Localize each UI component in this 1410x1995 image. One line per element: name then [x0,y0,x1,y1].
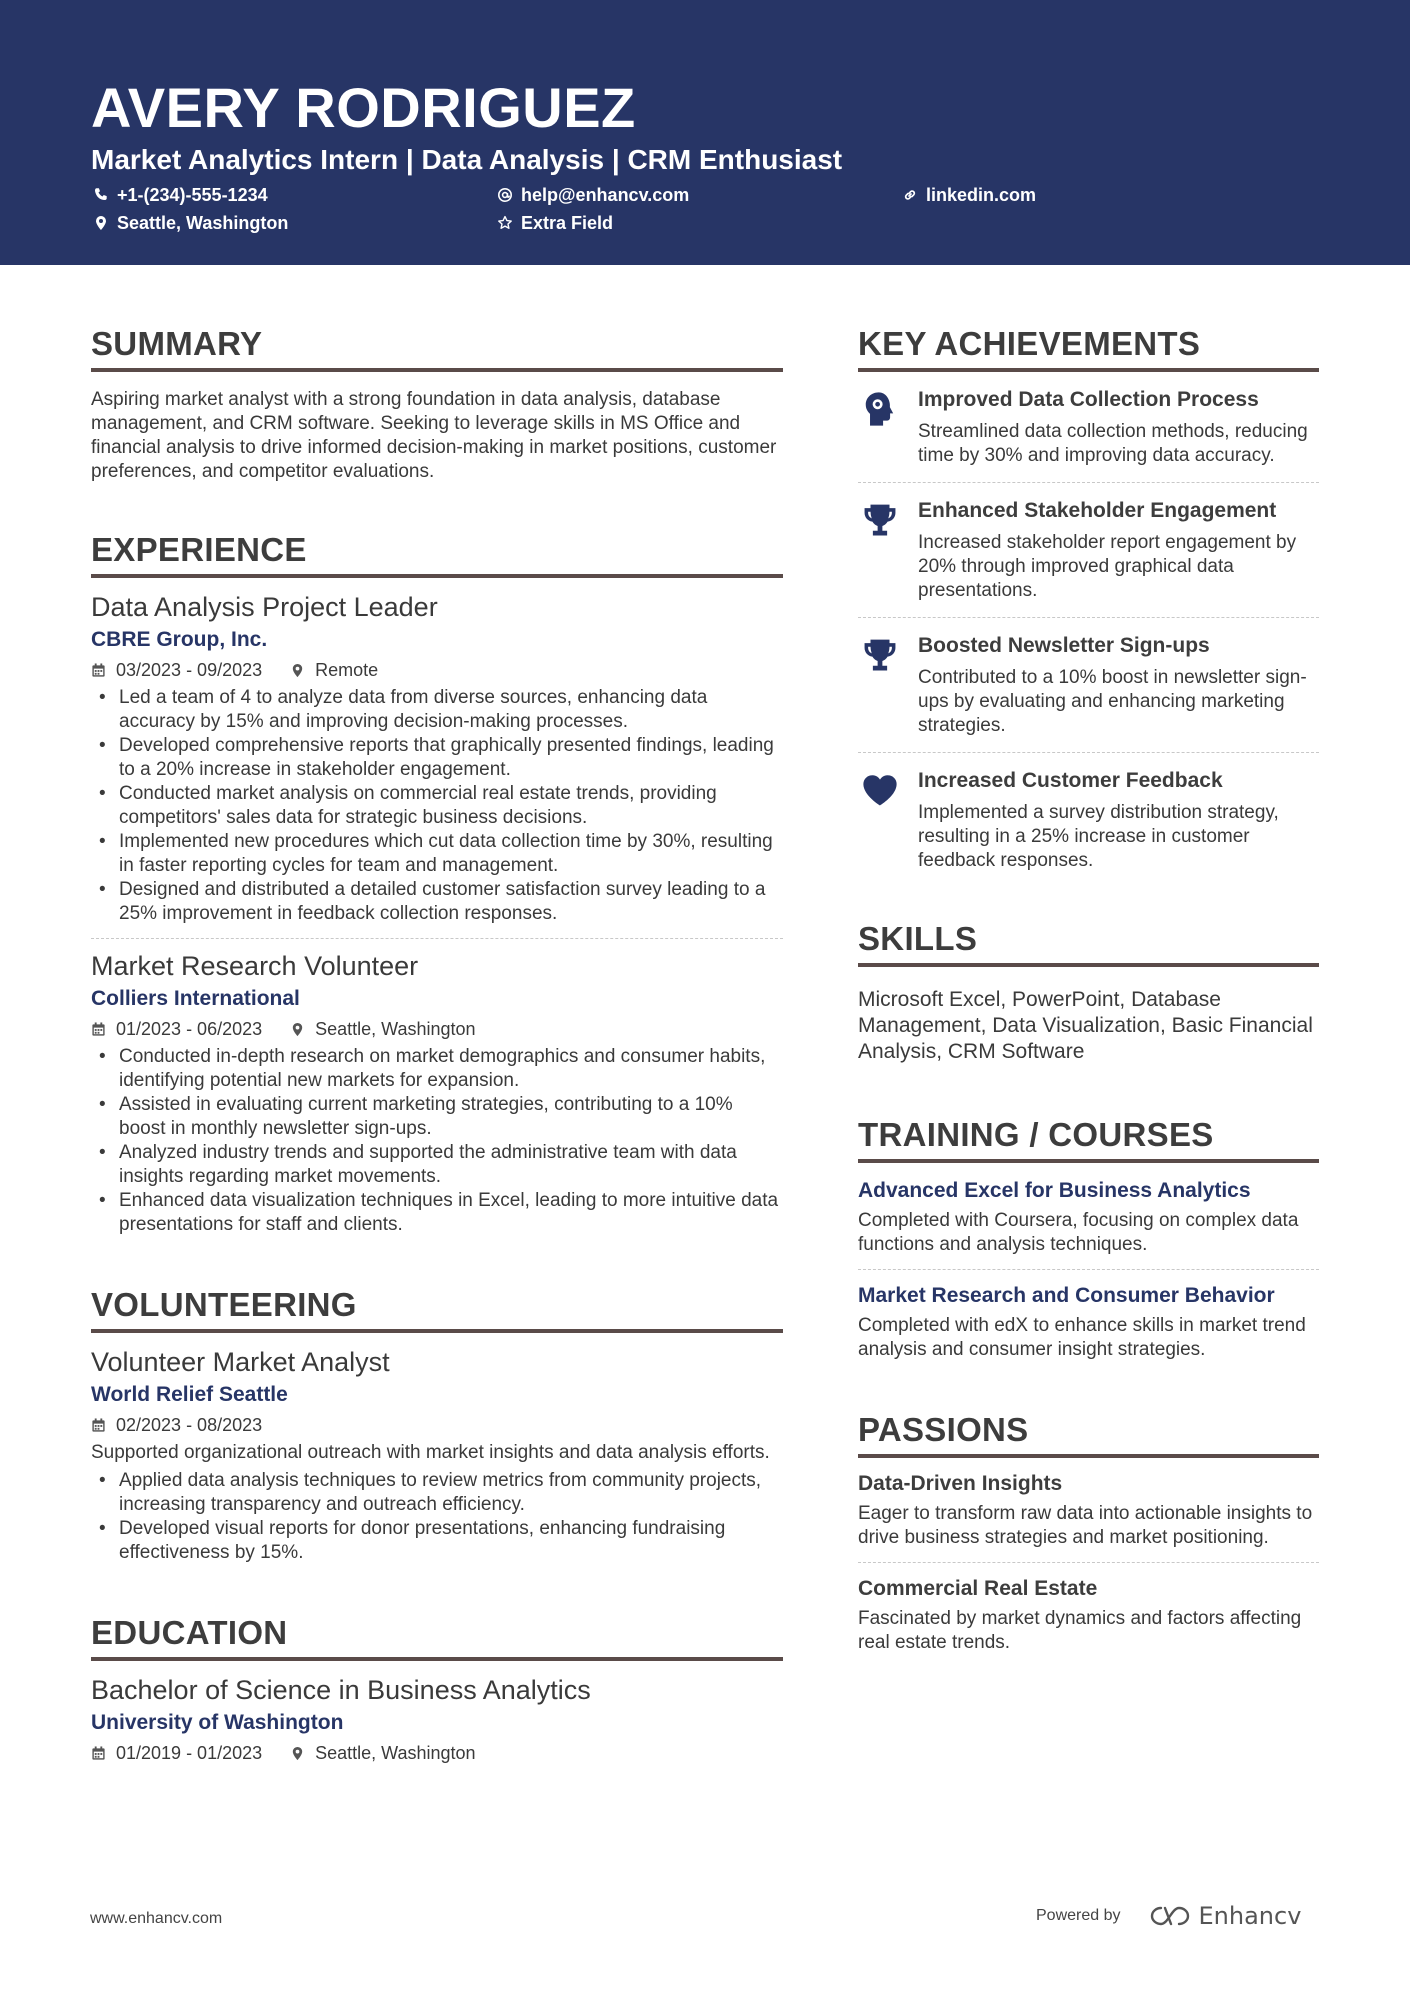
candidate-tagline: Market Analytics Intern | Data Analysis | CRM Enthusiast [91,144,843,175]
map-pin-icon [93,215,109,231]
course-item [858,1177,1319,1257]
company-name: CBRE Group, Inc. [91,628,268,651]
map-pin-icon [290,1746,305,1761]
bullet-item: • Designed and distributed a detailed customer satisfaction survey leading to a 25% improvement in feedback collection responses. [91,878,783,926]
volunteer-org: World Relief Seattle [91,1383,288,1406]
job-dates: 01/2023 - 06/2023 [116,1019,263,1039]
map-pin-icon [290,663,305,678]
bullet-item: • Implemented new procedures which cut data collection time by 30%, resulting in faster reporting cycles for team and management. [91,830,783,878]
skills-text: Microsoft Excel, PowerPoint, Database Management, Data Visualization, Basic Financial Analysis, CRM Software [858,988,1313,1063]
volunteering-entry [91,1345,783,1565]
achievement-text: Implemented a survey distribution strategy, resulting in a 25% increase in customer feedback responses. [918,802,1279,871]
passion-title: Data-Driven Insights [858,1472,1063,1495]
achievement-item [858,632,1319,738]
achievement-title: Improved Data Collection Process [918,388,1259,411]
volunteering-heading: VOLUNTEERING [91,1281,783,1333]
passion-title: Commercial Real Estate [858,1577,1098,1600]
experience-section [91,526,783,1237]
powered-by-label: Powered by [1036,1907,1121,1924]
passion-item [858,1575,1319,1655]
skills-section [858,915,1319,1065]
bullet-item: • Conducted in-depth research on market demographics and consumer habits, identifying potential new markets for expansion. [91,1045,783,1093]
education-section [91,1609,783,1765]
achievement-title: Increased Customer Feedback [918,769,1223,792]
education-heading: EDUCATION [91,1609,783,1661]
star-icon [497,215,513,231]
trophy-icon [861,501,899,539]
job-dates: 03/2023 - 09/2023 [116,660,263,680]
passions-section [858,1406,1319,1655]
entry-divider [858,482,1319,483]
training-heading: TRAINING / COURSES [858,1111,1319,1163]
volunteering-section [91,1281,783,1565]
bullet-item: • Developed comprehensive reports that graphically presented findings, leading to a 20% increase in stakeholder engagement. [91,734,783,782]
job-bullets [91,686,783,926]
bullet-item: • Assisted in evaluating current marketing strategies, contributing to a 10% boost in monthly newsletter sign-ups. [91,1093,783,1141]
link-icon [902,187,918,203]
achievement-text: Contributed to a 10% boost in newsletter sign-ups by evaluating and enhancing marketing strategies. [918,667,1307,736]
trophy-icon [861,636,899,674]
head-idea-icon [861,390,899,428]
contact-phone [93,183,268,207]
resume-header [0,0,1410,265]
course-text: Completed with edX to enhance skills in market trend analysis and consumer insight strategies. [858,1315,1306,1360]
achievements-heading: KEY ACHIEVEMENTS [858,320,1319,372]
company-name: Colliers International [91,987,300,1010]
experience-entry [91,949,783,1237]
achievement-title: Enhanced Stakeholder Engagement [918,499,1277,522]
education-location: Seattle, Washington [315,1743,476,1763]
volunteer-bullets [91,1469,783,1565]
education-entry [91,1673,783,1765]
course-title: Advanced Excel for Business Analytics [858,1179,1251,1202]
volunteer-dates: 02/2023 - 08/2023 [116,1415,263,1435]
email-text: help@enhancv.com [521,185,690,205]
experience-heading: EXPERIENCE [91,526,783,578]
brand-name: Enhancv [1198,1902,1302,1930]
at-sign-icon [497,187,513,203]
entry-divider [91,938,783,939]
achievements-section [858,320,1319,873]
phone-text: +1-(234)-555-1234 [117,185,268,205]
achievement-title: Boosted Newsletter Sign-ups [918,634,1210,657]
volunteer-meta [91,1413,783,1437]
linkedin-text: linkedin.com [926,185,1037,205]
bullet-item: • Analyzed industry trends and supported the administrative team with data insights regarding market movements. [91,1141,783,1189]
job-title: Market Research Volunteer [91,951,419,981]
contact-location [93,211,288,235]
achievement-item [858,497,1319,603]
bullet-item: • Developed visual reports for donor presentations, enhancing fundraising effectiveness by 15%. [91,1517,783,1565]
extra-field-text: Extra Field [521,213,614,233]
job-location: Seattle, Washington [315,1019,476,1039]
calendar-icon [91,1022,106,1037]
passions-heading: PASSIONS [858,1406,1319,1458]
bullet-item: • Applied data analysis techniques to review metrics from community projects, increasing transparency and outreach efficiency. [91,1469,783,1517]
achievement-text: Streamlined data collection methods, reducing time by 30% and improving data accuracy. [918,421,1308,466]
summary-heading: SUMMARY [91,320,783,372]
entry-divider [858,1269,1319,1270]
footer-website[interactable]: www.enhancv.com [90,1910,223,1927]
summary-text: Aspiring market analyst with a strong foundation in data analysis, database management, and CRM software. Seeking to leverage skills in MS Office and financial analysis to drive informed decision-making in market positions, customer preferences, and competitor evaluations. [91,389,777,482]
school-name: University of Washington [91,1711,344,1734]
training-section [858,1111,1319,1362]
brand-logo[interactable] [1147,1902,1302,1930]
footer-branding [1036,1902,1301,1930]
job-bullets [91,1045,783,1237]
volunteer-role: Volunteer Market Analyst [91,1347,390,1377]
achievement-text: Increased stakeholder report engagement by 20% through improved graphical data presentations. [918,532,1297,601]
right-column [858,320,1319,1655]
degree-title: Bachelor of Science in Business Analytics [91,1675,591,1705]
calendar-icon [91,663,106,678]
passion-text: Fascinated by market dynamics and factors affecting real estate trends. [858,1608,1302,1653]
enhancv-logo-icon [1147,1902,1193,1930]
job-location: Remote [315,660,379,680]
course-title: Market Research and Consumer Behavior [858,1284,1275,1307]
education-meta [91,1741,783,1765]
bullet-item: • Conducted market analysis on commercial real estate trends, providing competitors' sales data for strategic business decisions. [91,782,783,830]
bullet-item: • Enhanced data visualization techniques in Excel, leading to more intuitive data presentations for staff and clients. [91,1189,783,1237]
calendar-icon [91,1746,106,1761]
course-text: Completed with Coursera, focusing on complex data functions and analysis techniques. [858,1210,1299,1255]
job-meta [91,1017,783,1041]
passion-item [858,1470,1319,1550]
job-meta [91,658,783,682]
left-column [91,320,783,1765]
passion-text: Eager to transform raw data into actionable insights to drive business strategies and market positioning. [858,1503,1313,1548]
location-text: Seattle, Washington [117,213,289,233]
experience-entry [91,590,783,926]
bullet-item: • Led a team of 4 to analyze data from diverse sources, enhancing data accuracy by 15% and improving decision-making processes. [91,686,783,734]
phone-icon [93,187,109,203]
contact-extra [497,211,613,235]
calendar-icon [91,1418,106,1433]
skills-heading: SKILLS [858,915,1319,967]
contact-email[interactable] [497,183,689,207]
job-title: Data Analysis Project Leader [91,592,438,622]
heart-icon [861,771,899,809]
map-pin-icon [290,1022,305,1037]
entry-divider [858,617,1319,618]
volunteer-description: Supported organizational outreach with market insights and data analysis efforts. [91,1442,770,1463]
entry-divider [858,752,1319,753]
summary-section [91,320,783,484]
candidate-name: AVERY RODRIGUEZ [91,76,636,139]
course-item [858,1282,1319,1362]
education-dates: 01/2019 - 01/2023 [116,1743,263,1763]
achievement-item [858,386,1319,468]
achievement-item [858,767,1319,873]
entry-divider [858,1562,1319,1563]
contact-linkedin[interactable] [902,183,1036,207]
